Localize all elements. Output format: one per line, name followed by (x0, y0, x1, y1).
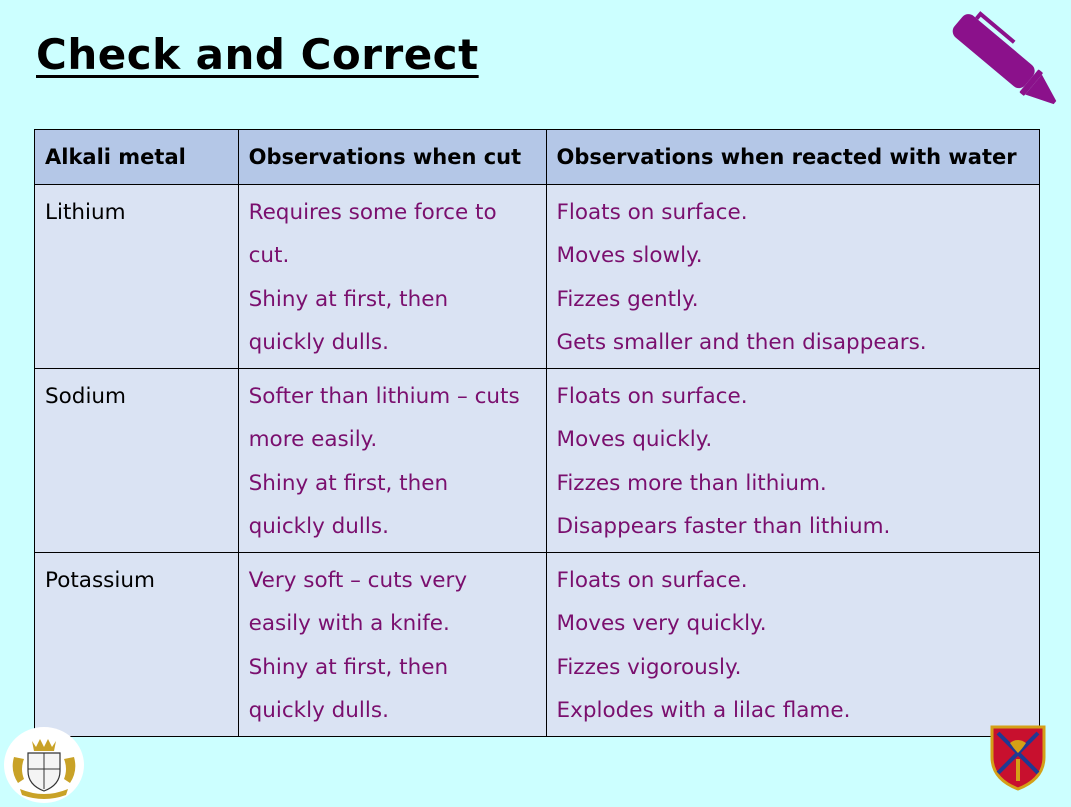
water-observations-cell (546, 553, 1039, 737)
school-crest-icon (4, 727, 84, 803)
cut-observation-line: Shiny at first, then (248, 286, 449, 312)
metal-name-cell: Sodium (35, 369, 239, 553)
page-title: Check and Correct (36, 30, 479, 79)
cut-observation-line: cut. (248, 243, 290, 269)
metal-name-cell: Potassium (35, 553, 239, 737)
cut-observation-line: Shiny at first, then (248, 470, 449, 496)
water-observation-line: Explodes with a lilac flame. (556, 697, 851, 723)
cut-observation-line: more easily. (248, 427, 378, 453)
water-observation-line: Gets smaller and then disappears. (556, 329, 927, 355)
cut-observation-line: quickly dulls. (248, 513, 389, 539)
cut-observation-line: quickly dulls. (248, 697, 389, 723)
cut-observations-cell (238, 553, 546, 737)
table-row (35, 369, 1040, 553)
water-observation-line: Fizzes more than lithium. (556, 470, 827, 496)
cut-observations-cell (238, 369, 546, 553)
water-observation-line: Fizzes vigorously. (556, 654, 742, 680)
header-observations-water: Observations when reacted with water (546, 130, 1039, 185)
pen-icon (948, 2, 1070, 126)
cut-observations-cell (238, 185, 546, 369)
water-observation-line: Floats on surface. (556, 200, 748, 225)
cut-observation-line: Shiny at first, then (248, 654, 449, 680)
cut-observation-line: Softer than lithium – cuts (248, 384, 520, 409)
header-alkali-metal: Alkali metal (35, 130, 239, 185)
cut-observation-line: easily with a knife. (248, 611, 450, 637)
water-observation-line: Floats on surface. (556, 568, 748, 593)
table-row (35, 553, 1040, 737)
observations-table (34, 129, 1040, 737)
water-observations-cell (546, 185, 1039, 369)
cut-observation-line: Very soft – cuts very (248, 568, 468, 593)
water-observation-line: Moves very quickly. (556, 611, 767, 637)
cut-observation-line: Requires some force to (248, 200, 497, 225)
shield-crest-icon (988, 723, 1048, 791)
cut-observation-line: quickly dulls. (248, 329, 389, 355)
metal-name-cell: Lithium (35, 185, 239, 369)
water-observation-line: Disappears faster than lithium. (556, 513, 891, 539)
water-observation-line: Moves slowly. (556, 243, 703, 269)
header-observations-cut: Observations when cut (238, 130, 546, 185)
table-row (35, 185, 1040, 369)
water-observation-line: Moves quickly. (556, 427, 713, 453)
water-observation-line: Floats on surface. (556, 384, 748, 409)
water-observations-cell (546, 369, 1039, 553)
water-observation-line: Fizzes gently. (556, 286, 699, 312)
table-header-row (35, 130, 1040, 185)
